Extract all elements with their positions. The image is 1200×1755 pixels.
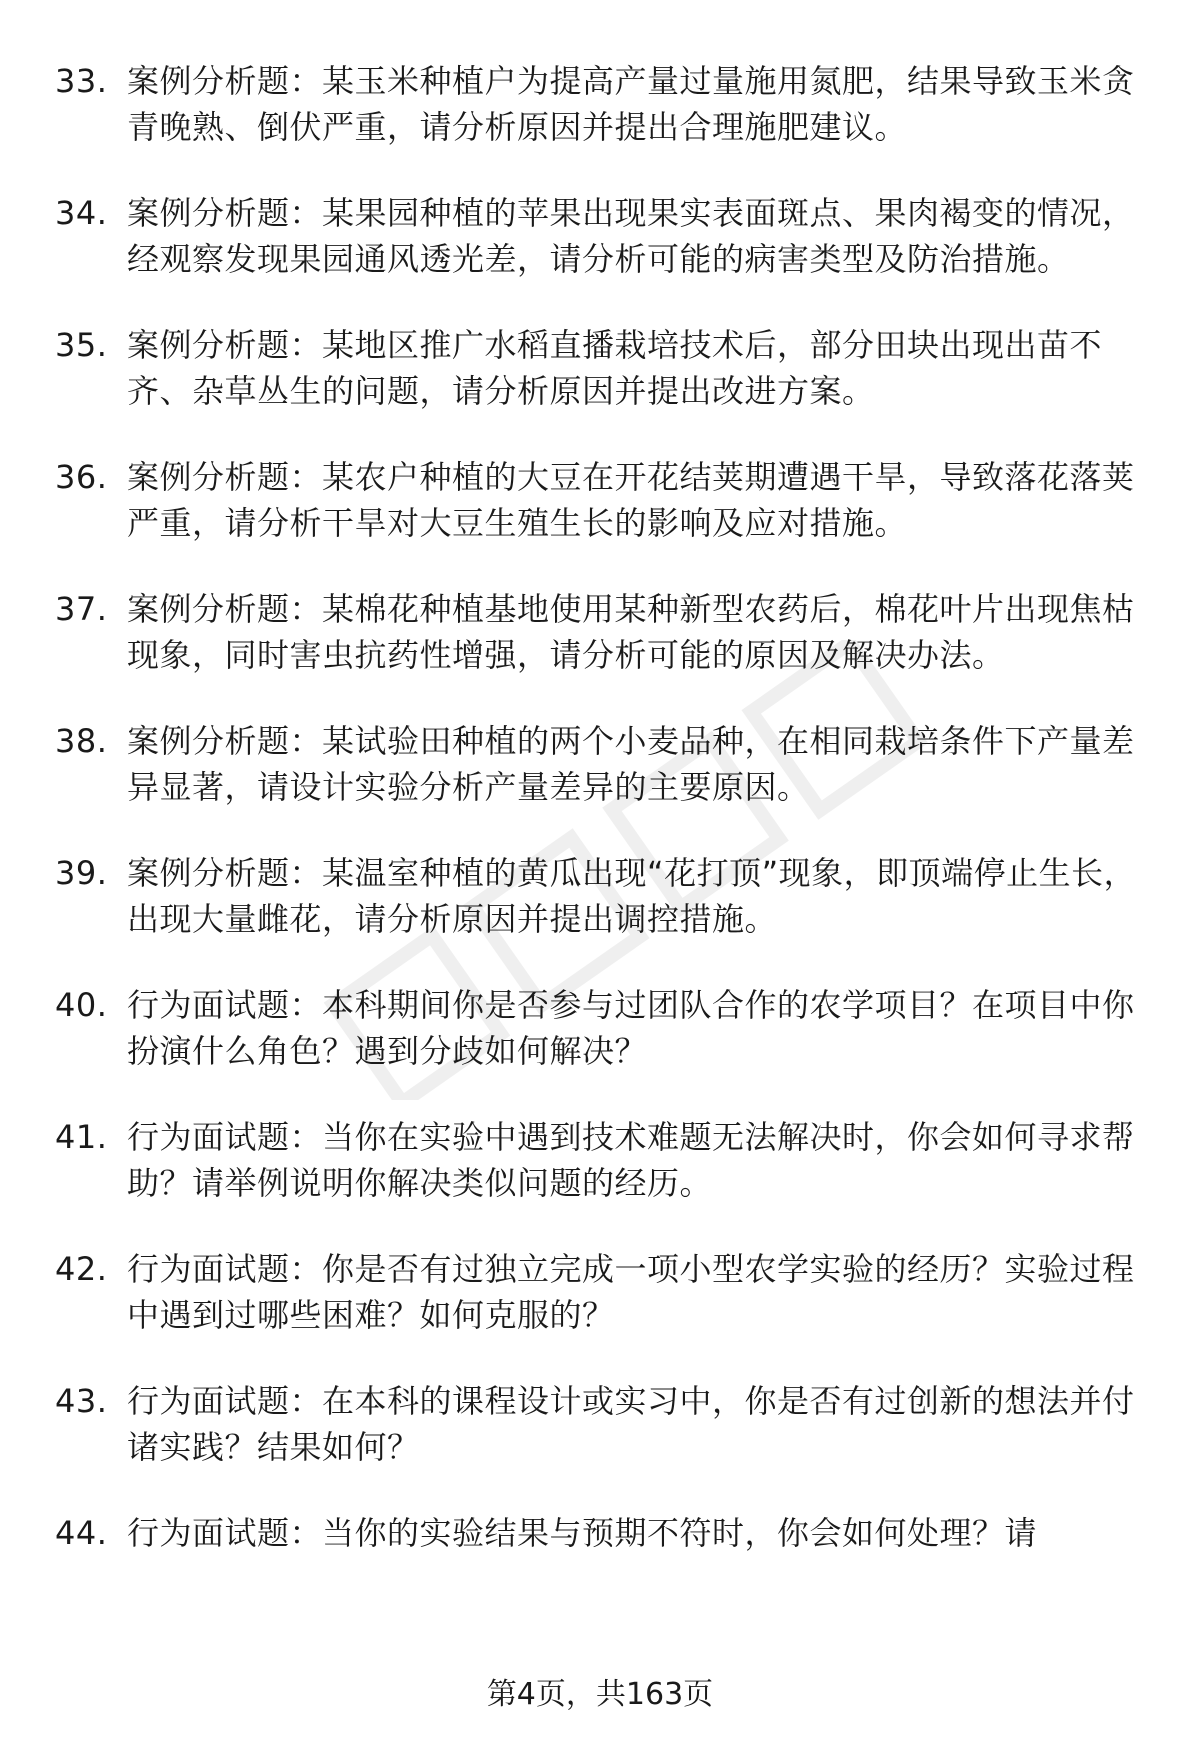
question-number: 37. — [55, 590, 108, 628]
list-item — [55, 718, 1140, 810]
question-text: 行为面试题：你是否有过独立完成一项小型农学实验的经历？实验过程中遇到过哪些困难？如何克服的？ — [127, 1250, 1135, 1334]
list-item — [55, 322, 1140, 414]
question-text: 行为面试题：当你在实验中遇到技术难题无法解决时，你会如何寻求帮助？请举例说明你解决类似问题的经历。 — [127, 1118, 1135, 1202]
question-text: 案例分析题：某玉米种植户为提高产量过量施用氮肥，结果导致玉米贪青晚熟、倒伏严重，请分析原因并提出合理施肥建议。 — [127, 62, 1135, 146]
question-text: 行为面试题：在本科的课程设计或实习中，你是否有过创新的想法并付诸实践？结果如何？ — [127, 1382, 1135, 1466]
question-number: 34. — [55, 194, 108, 232]
question-number: 43. — [55, 1382, 108, 1420]
question-number: 42. — [55, 1250, 108, 1288]
question-number: 38. — [55, 722, 108, 760]
list-item — [55, 454, 1140, 546]
list-item — [55, 982, 1140, 1074]
question-number: 36. — [55, 458, 108, 496]
list-item — [55, 1114, 1140, 1206]
question-list — [55, 58, 1140, 1596]
question-number: 41. — [55, 1118, 108, 1156]
question-number: 33. — [55, 62, 108, 100]
list-item — [55, 586, 1140, 678]
page-number-label: 第4页，共163页 — [486, 1677, 714, 1712]
question-number: 40. — [55, 986, 108, 1024]
page-footer — [0, 1675, 1200, 1715]
list-item — [55, 1378, 1140, 1470]
question-text: 案例分析题：某试验田种植的两个小麦品种，在相同栽培条件下产量差异显著，请设计实验分析产量差异的主要原因。 — [127, 722, 1135, 806]
list-item — [55, 850, 1140, 942]
question-text: 行为面试题：当你的实验结果与预期不符时，你会如何处理？请 — [127, 1514, 1038, 1552]
question-text: 案例分析题：某果园种植的苹果出现果实表面斑点、果肉褐变的情况，经观察发现果园通风透光差，请分析可能的病害类型及防治措施。 — [127, 194, 1135, 278]
question-number: 39. — [55, 854, 108, 892]
list-item — [55, 1510, 1140, 1556]
question-number: 35. — [55, 326, 108, 364]
question-text: 案例分析题：某棉花种植基地使用某种新型农药后，棉花叶片出现焦枯现象，同时害虫抗药性增强，请分析可能的原因及解决办法。 — [127, 590, 1135, 674]
question-text: 案例分析题：某农户种植的大豆在开花结荚期遭遇干旱，导致落花落荚严重，请分析干旱对大豆生殖生长的影响及应对措施。 — [127, 458, 1135, 542]
question-text: 行为面试题：本科期间你是否参与过团队合作的农学项目？在项目中你扮演什么角色？遇到分歧如何解决？ — [127, 986, 1135, 1070]
question-text: 案例分析题：某温室种植的黄瓜出现“花打顶”现象，即顶端停止生长，出现大量雌花，请分析原因并提出调控措施。 — [127, 854, 1137, 938]
list-item — [55, 1246, 1140, 1338]
list-item — [55, 58, 1140, 150]
list-item — [55, 190, 1140, 282]
question-text: 案例分析题：某地区推广水稻直播栽培技术后，部分田块出现出苗不齐、杂草丛生的问题，请分析原因并提出改进方案。 — [127, 326, 1103, 410]
question-number: 44. — [55, 1514, 108, 1552]
